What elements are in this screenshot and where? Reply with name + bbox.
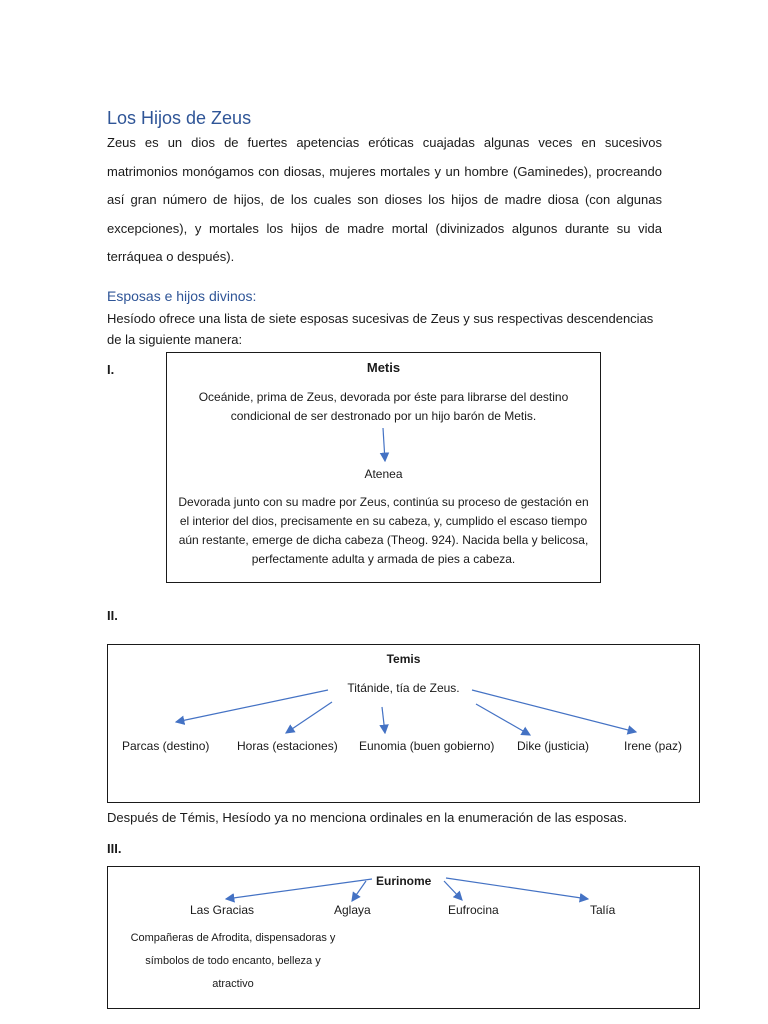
intro-paragraph: Zeus es un dios de fuertes apetencias eróticas cuajadas algunas veces en sucesivos matrimonios monógamos con diosas, mujeres mortales y un hombre (Gaminedes), procreando así gran número de hijos, de los cuales son dioses los hijos de madre diosa (con algunas excepciones), y mortales los hijos de madre mortal (divinizados algunos durante su vida terráquea o después). (107, 135, 662, 264)
gracias-note: Compañeras de Afrodita, dispensadoras y símbolos de todo encanto, belleza y atractivo (130, 932, 336, 990)
after-temis-note: Después de Témis, Hesíodo ya no menciona ordinales en la enumeración de las esposas. (107, 810, 628, 825)
arrow-gracias (226, 879, 372, 899)
arrow-aglaya (352, 881, 366, 901)
temis-description: Titánide, tía de Zeus. (347, 681, 460, 695)
arrow-irene (472, 690, 636, 732)
arrow-dike (476, 704, 530, 735)
temis-child-dike: Dike (justicia) (517, 739, 590, 753)
section-title: Esposas e hijos divinos: (107, 288, 257, 304)
temis-arrows (108, 645, 701, 804)
metis-box (166, 352, 601, 583)
numeral-ii: II. (107, 608, 118, 623)
arrow-talia (446, 878, 588, 899)
metis-name: Metis (366, 360, 401, 375)
arrow-metis-atenea (383, 428, 385, 461)
metis-description: Oceánide, prima de Zeus, devorada por éste para librarse del destino condicional de ser destronado por un hijo barón de Metis. (198, 390, 569, 423)
eurinome-child-talia: Talía (590, 903, 616, 917)
numeral-iii: III. (107, 841, 122, 856)
temis-child-parcas: Parcas (destino) (122, 739, 210, 753)
temis-child-irene: Irene (paz) (624, 739, 683, 753)
eurinome-child-aglaya: Aglaya (334, 903, 371, 917)
arrow-eunomia (382, 707, 385, 733)
temis-name: Temis (386, 652, 421, 666)
section-intro: Hesíodo ofrece una lista de siete esposas sucesivas de Zeus y sus respectivas descendencias de la siguiente manera: (107, 311, 654, 347)
temis-child-horas: Horas (estaciones) (237, 739, 338, 753)
temis-box (107, 644, 700, 803)
eurinome-name: Eurinome (376, 874, 432, 888)
arrow-eufrocina (444, 881, 462, 900)
numeral-i: I. (107, 362, 115, 377)
eurinome-child-gracias: Las Gracias (190, 903, 255, 917)
arrow-parcas (176, 690, 328, 722)
eurinome-box (107, 866, 700, 1009)
page-title: Los Hijos de Zeus (107, 108, 252, 128)
eurinome-child-eufrocina: Eufrocina (448, 903, 499, 917)
arrow-horas (286, 702, 332, 733)
atenea-description: Devorada junto con su madre por Zeus, continúa su proceso de gestación en el interior del dios, precisamente en su cabeza, y, cumplido el escaso tiempo aún restante, emerge de dicha cabeza (Theog. 924). Nacida bella y belicosa, perfectamente adulta y armada de pies a cabeza. (178, 495, 589, 566)
temis-child-eunomia: Eunomia (buen gobierno) (359, 739, 495, 753)
atenea-name: Atenea (364, 467, 403, 481)
